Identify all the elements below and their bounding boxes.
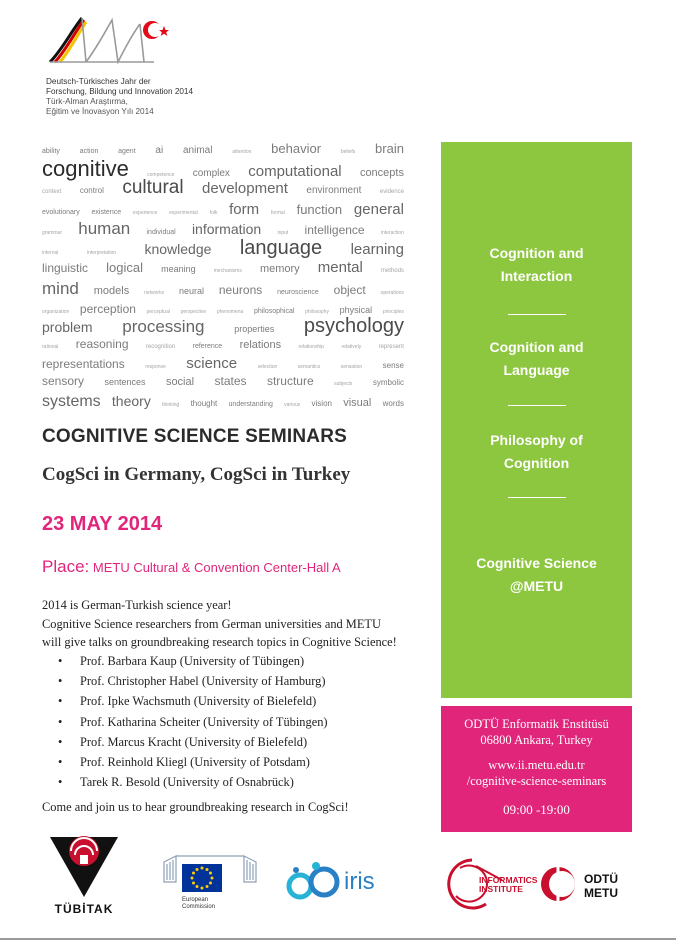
word-cloud-word: grammar (42, 230, 63, 236)
topics-panel (441, 142, 632, 698)
word-cloud-word: response (145, 364, 166, 370)
word-cloud-word: beliefs (340, 149, 356, 155)
word-cloud-word: perception (79, 302, 136, 316)
venue-address: 06800 Ankara, Turkey (480, 733, 593, 747)
topic-line: Cognition and (489, 339, 584, 355)
word-cloud-row (42, 280, 404, 302)
topic-line: Cognition (503, 455, 570, 471)
word-cloud-word: interpretation (86, 250, 117, 256)
word-cloud-word: cultural (122, 177, 184, 198)
event-date: 23 MAY 2014 (42, 513, 163, 535)
venue-panel (441, 706, 632, 832)
word-cloud-row (42, 260, 404, 279)
speaker-item: • Prof. Reinhold Kliegl (University of Potsdam) (58, 752, 328, 772)
word-cloud-word: knowledge (144, 241, 212, 257)
word-cloud-word: states (214, 374, 247, 388)
word-cloud-word: behavior (271, 141, 322, 156)
word-cloud-word: intelligence (304, 223, 365, 237)
word-cloud-word: mental (317, 259, 363, 276)
word-cloud-word: function (296, 202, 343, 217)
word-cloud-word: sense (382, 361, 404, 370)
footer-divider (0, 938, 676, 940)
year-caption-de-1: Deutsch-Türkisches Jahr der (46, 77, 151, 86)
word-cloud-row (42, 393, 404, 413)
word-cloud-word: relations (239, 339, 282, 351)
word-cloud-word: competence (147, 172, 175, 178)
metu-text: METU (584, 886, 618, 900)
word-cloud-word: philosophy (305, 309, 329, 315)
iris-symbol-icon (286, 858, 350, 910)
word-cloud-word: input (277, 230, 289, 236)
word-cloud-word: science (186, 355, 238, 372)
word-cloud-row (42, 316, 404, 339)
speaker-item: • Prof. Marcus Kracht (University of Bielefeld) (58, 732, 328, 752)
word-cloud-word: semantics (297, 364, 321, 370)
word-cloud-word: subjects (334, 381, 353, 387)
word-cloud-word: neurons (218, 283, 263, 297)
topic-philosophy (441, 429, 632, 475)
word-cloud-word: relatively (341, 344, 362, 350)
word-cloud-word: memory (259, 263, 300, 275)
year-caption (46, 77, 193, 117)
word-cloud-word: mechanisms (213, 268, 242, 274)
word-cloud-word: object (333, 283, 366, 297)
event-place (42, 557, 341, 577)
word-cloud-word: context (42, 189, 62, 195)
place-label: Place: (42, 557, 90, 576)
metu-label (584, 872, 618, 900)
word-cloud-word: concepts (359, 167, 404, 179)
word-cloud-word: processing (122, 317, 205, 336)
closing-text: Come and join us to hear groundbreaking research in CogSci! (42, 800, 349, 814)
word-cloud-word: mind (42, 279, 79, 298)
tubitak-emblem-icon (46, 831, 122, 901)
word-cloud-word: recognition (145, 344, 176, 350)
topic-cognition-interaction (441, 242, 632, 288)
word-cloud-word: action (79, 148, 99, 155)
page-title: COGNITIVE SCIENCE SEMINARS (42, 426, 348, 447)
tubitak-logo (46, 831, 122, 917)
topic-divider (508, 314, 566, 315)
word-cloud-word: selection (257, 364, 278, 370)
word-cloud-word: cognitive (42, 156, 129, 181)
word-cloud-word: systems (42, 393, 101, 410)
word-cloud-word: reference (192, 343, 223, 350)
word-cloud-word: sentences (104, 377, 146, 387)
word-cloud-word: methods (380, 268, 404, 274)
informatics-label (479, 876, 537, 894)
place-value: METU Cultural & Convention Center-Hall A (92, 560, 341, 575)
word-cloud-word: rational (42, 344, 59, 350)
word-cloud-word: theory (111, 393, 151, 409)
word-cloud-word: environment (306, 185, 362, 196)
word-cloud-row (42, 338, 404, 353)
word-cloud-word: brain (375, 141, 404, 156)
word-cloud-word: control (79, 186, 104, 195)
ec-label-1: European (182, 897, 209, 903)
word-cloud-word: evolutionary (42, 209, 80, 216)
speaker-item: • Prof. Barbara Kaup (University of Tübingen) (58, 651, 328, 671)
word-cloud-word: meaning (161, 264, 196, 274)
iris-logo (286, 858, 398, 914)
word-cloud-word: experimental (169, 210, 198, 216)
word-cloud-word: physical (339, 305, 373, 315)
word-cloud-word: interaction (380, 230, 404, 236)
speaker-item: • Prof. Ipke Wachsmuth (University of Bielefeld) (58, 691, 328, 711)
european-commission-logo (162, 852, 258, 916)
word-cloud-word: formal (270, 210, 285, 216)
word-cloud-word: evidence (379, 189, 404, 195)
word-cloud-word: understanding (228, 401, 273, 408)
speaker-item: • Prof. Katharina Scheiter (University of Tübingen) (58, 712, 328, 732)
word-cloud-word: sensory (42, 374, 85, 388)
informatics-metu-logos (446, 856, 636, 916)
word-cloud-word: words (382, 399, 404, 408)
word-cloud-word: relationship (298, 344, 325, 350)
word-cloud-word: reasoning (75, 337, 129, 351)
word-cloud-word: folk (209, 210, 218, 216)
word-cloud-word: thinking (162, 402, 180, 408)
intro-line: Cognitive Science researchers from German universities and METU (42, 616, 381, 631)
year-caption-tr-2: Eğitim ve İnovasyon Yılı 2014 (46, 107, 154, 116)
topic-cogsci-metu (441, 552, 632, 598)
intro-text (42, 596, 442, 652)
word-cloud-word: represent (378, 344, 404, 350)
venue-time: 09:00 -19:00 (503, 802, 570, 817)
german-turkish-year-logo (42, 10, 172, 70)
word-cloud-word: computational (248, 163, 342, 180)
word-cloud-word: structure (266, 374, 314, 388)
speaker-item: • Prof. Christopher Habel (University of Hamburg) (58, 671, 328, 691)
word-cloud-word: ability (42, 148, 60, 155)
word-cloud (42, 140, 404, 418)
word-cloud-word: attention (232, 149, 252, 155)
word-cloud-row (42, 178, 404, 202)
word-cloud-word: logical (106, 260, 143, 275)
word-cloud-word: form (229, 201, 260, 218)
word-cloud-word: networks (144, 290, 165, 296)
word-cloud-word: thought (190, 399, 218, 408)
word-cloud-word: phenomena (216, 309, 244, 315)
topic-line: @METU (509, 578, 564, 594)
word-cloud-word: information (191, 221, 262, 237)
iris-label: iris (344, 868, 375, 895)
word-cloud-word: various (284, 402, 301, 408)
topic-line: Philosophy of (490, 432, 583, 448)
speaker-list (58, 651, 328, 792)
year-caption-de-2: Forschung, Bildung und Innovation 2014 (46, 87, 194, 96)
word-cloud-word: vision (311, 399, 332, 408)
word-cloud-word: neuroscience (277, 289, 319, 296)
topic-line: Language (503, 362, 570, 378)
word-cloud-word: development (202, 180, 288, 197)
topic-cognition-language (441, 336, 632, 382)
venue-url[interactable]: www.ii.metu.edu.tr (488, 758, 585, 772)
venue-url-path[interactable]: /cognitive-science-seminars (466, 774, 607, 788)
topic-line: Cognition and (489, 245, 584, 261)
word-cloud-word: individual (146, 229, 176, 236)
word-cloud-word: learning (350, 241, 404, 258)
topic-divider (508, 405, 566, 406)
word-cloud-word: existence (91, 209, 122, 216)
ec-label (182, 897, 215, 911)
word-cloud-word: agent (118, 148, 136, 155)
word-cloud-word: models (93, 285, 130, 297)
word-cloud-word: language (239, 237, 323, 259)
informatics-label-1: INFORMATICS (479, 875, 538, 885)
word-cloud-word: visual (343, 397, 372, 409)
word-cloud-word: linguistic (42, 261, 89, 275)
word-cloud-word: perceptual (146, 309, 170, 315)
topic-divider (508, 497, 566, 498)
intro-line: will give talks on groundbreaking research topics in Cognitive Science! (42, 635, 397, 649)
word-cloud-word: general (353, 201, 404, 218)
word-cloud-word: organization (42, 309, 70, 315)
word-cloud-word: social (165, 376, 195, 388)
word-cloud-word: properties (234, 324, 275, 334)
topic-line: Cognitive Science (476, 555, 597, 571)
venue-institute: ODTÜ Enformatik Enstitüsü (464, 717, 609, 731)
word-cloud-word: sensation (340, 364, 363, 370)
word-cloud-word: philosophical (253, 308, 295, 315)
word-cloud-word: animal (182, 145, 213, 156)
word-cloud-word: symbolic (372, 378, 404, 387)
word-cloud-word: complex (192, 168, 230, 179)
odtu-text: ODTÜ (584, 872, 618, 886)
topic-line: Interaction (500, 268, 573, 284)
word-cloud-word: principles (382, 309, 404, 315)
word-cloud-word: operations (380, 290, 404, 296)
word-cloud-word: representations (42, 357, 125, 371)
word-cloud-word: perspective (180, 309, 207, 315)
intro-line: 2014 is German-Turkish science year! (42, 598, 232, 612)
speaker-item: • Tarek R. Besold (University of Osnabrück) (58, 772, 328, 792)
word-cloud-word: human (78, 219, 131, 238)
word-cloud-row (42, 356, 404, 375)
word-cloud-word: neural (178, 286, 204, 296)
year-caption-tr-1: Türk-Alman Araştırma, (46, 97, 128, 106)
word-cloud-word: problem (42, 319, 93, 335)
word-cloud-word: psychology (303, 315, 404, 337)
word-cloud-word: experience (132, 210, 158, 216)
word-cloud-word: internal (42, 250, 59, 256)
word-cloud-word: ai (155, 145, 164, 156)
word-cloud-row (42, 375, 404, 390)
tubitak-label: TÜBİTAK (54, 902, 114, 916)
ec-label-2: Commission (182, 904, 216, 910)
page-subtitle: CogSci in Germany, CogSci in Turkey (42, 464, 351, 485)
informatics-label-2: INSTITUTE (479, 884, 523, 894)
ec-building-icon (162, 852, 258, 898)
